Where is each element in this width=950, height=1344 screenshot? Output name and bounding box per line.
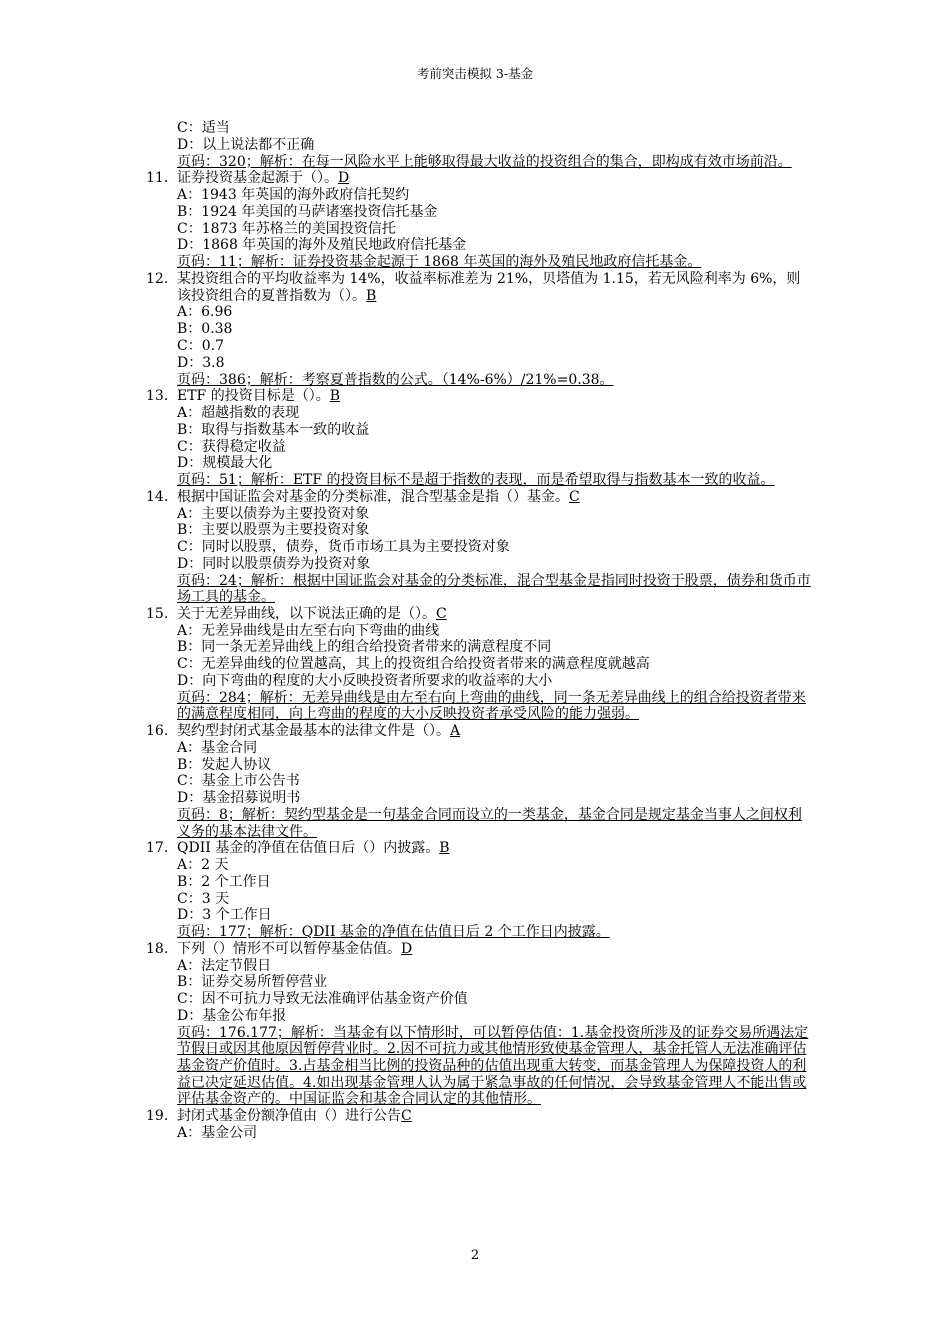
question-line <box>146 489 811 506</box>
question-text: 根据中国证监会对基金的分类标准，混合型基金是指（）基金。 <box>177 488 569 505</box>
option-line: D：基金公布年报 <box>177 1008 287 1024</box>
question-block <box>146 489 811 606</box>
option-line: D：3.8 <box>177 354 225 371</box>
answer-key: D <box>401 940 413 957</box>
answer-key: C <box>401 1107 412 1124</box>
option-line: C：无差异曲线的位置越高，其上的投资组合给投资者带来的满意程度就越高 <box>177 656 650 673</box>
answer-key: B <box>366 287 377 304</box>
option-line: C：0.7 <box>177 337 224 354</box>
option-line: D：以上说法都不正确 <box>177 136 315 153</box>
option-line: D：3 个工作日 <box>177 907 272 924</box>
question-line <box>146 941 811 958</box>
question-text: 关于无差异曲线，以下说法正确的是（）。 <box>177 605 436 622</box>
question-text: ETF 的投资目标是（）。 <box>177 388 330 405</box>
option-line: C：1873 年苏格兰的美国投资信托 <box>177 220 396 237</box>
option-line: B：证券交易所暂停营业 <box>177 974 328 991</box>
question-number: 18. <box>146 940 169 957</box>
question-text: 契约型封闭式基金最基本的法律文件是（）。 <box>177 723 450 740</box>
answer-key: D <box>338 170 350 187</box>
option-line: C：因不可抗力导致无法准确评估基金资产价值 <box>177 991 468 1008</box>
explanation: 页码：284；解析：无差异曲线是由左至右向上弯曲的曲线，同一条无差异曲线上的组合给投资者带来的满意程度相同，向上弯曲的程度的大小反映投资者承受风险的能力强弱。 <box>177 689 806 723</box>
question-text-wrap <box>177 840 450 857</box>
document-body <box>146 120 811 1141</box>
option-line: A：基金合同 <box>177 739 258 756</box>
option-line: D：向下弯曲的程度的大小反映投资者所要求的收益率的大小 <box>177 673 553 690</box>
option-line: B：0.38 <box>177 321 233 338</box>
question-line <box>146 723 811 740</box>
option-line: A：6.96 <box>177 304 233 321</box>
option-line: D：基金招募说明书 <box>177 790 301 807</box>
option-line: D：1868 年英国的海外及殖民地政府信托基金 <box>177 237 467 254</box>
question-block <box>146 941 811 1108</box>
option-line: D：规模最大化 <box>177 455 273 472</box>
explanation: 页码：11；解析：证券投资基金起源于 1868 年英国的海外及殖民地政府信托基金。 <box>177 254 702 271</box>
option-line: B：发起人协议 <box>177 756 272 773</box>
question-number: 11. <box>146 170 169 187</box>
question-number: 15. <box>146 605 169 622</box>
option-line: A：2 天 <box>177 857 229 874</box>
option-line: B：2 个工作日 <box>177 873 271 890</box>
question-number: 17. <box>146 840 169 857</box>
question-block <box>146 170 811 271</box>
question-block <box>146 1108 811 1142</box>
question-text: 下列（）情形不可以暂停基金估值。 <box>177 940 401 957</box>
option-line: C：基金上市公告书 <box>177 773 300 790</box>
option-line: A：无差异曲线是由左至右向下弯曲的曲线 <box>177 622 440 639</box>
explanation: 页码：51；解析：ETF 的投资目标不是超于指数的表现，而是希望取得与指数基本一致的收益。 <box>177 472 775 489</box>
page-header: 考前突击模拟 3-基金 <box>416 66 534 81</box>
question-line <box>146 840 811 857</box>
answer-key: A <box>450 723 461 740</box>
question-line <box>146 271 811 305</box>
option-line: A：法定节假日 <box>177 957 272 974</box>
page-number: 2 <box>470 1248 480 1263</box>
question-text: 某投资组合的平均收益率为 14%，收益率标准差为 21%，贝塔值为 1.15，若无风险利率为 6%，则该投资组合的夏普指数为（）。 <box>177 270 801 304</box>
question-line <box>146 388 811 405</box>
question-text: 封闭式基金份额净值由（）进行公告 <box>177 1107 401 1124</box>
question-number: 13. <box>146 388 169 405</box>
question-text-wrap <box>177 1108 412 1125</box>
explanation: 页码：8；解析：契约型基金是一句基金合同而设立的一类基金，基金合同是规定基金当事人之间权利义务的基本法律文件。 <box>177 807 802 840</box>
question-block <box>146 606 811 723</box>
explanation: 页码：177；解析：QDII 基金的净值在估值日后 2 个工作日内披露。 <box>177 924 610 941</box>
question-text-wrap <box>177 606 447 623</box>
question-text-wrap <box>177 941 412 958</box>
question-text: 证券投资基金起源于（）。 <box>177 170 338 187</box>
answer-key: C <box>436 605 447 622</box>
question-block <box>146 388 811 489</box>
option-line: B：主要以股票为主要投资对象 <box>177 522 370 539</box>
question-block <box>146 840 811 941</box>
option-line: B：同一条无差异曲线上的组合给投资者带来的满意程度不同 <box>177 639 552 656</box>
answer-key: C <box>569 488 580 505</box>
question-block <box>146 271 811 388</box>
answer-key: B <box>329 388 341 405</box>
question-block <box>146 723 811 840</box>
option-line: A：超越指数的表现 <box>177 404 300 421</box>
explanation: 页码：386；解析：考察夏普指数的公式。（14%-6%）/21%=0.38。 <box>177 371 614 388</box>
question-line <box>146 170 811 187</box>
question-text-wrap <box>177 723 460 740</box>
explanation: 页码：176.177；解析：当基金有以下情形时，可以暂停估值：1.基金投资所涉及的证券交易所遇法定节假日或因其他原因暂停营业时。2.因不可抗力或其他情形致使基金管理人，基金托管人无法准确评估基金资产价值时。3.占基金相当比例的投资品种的估值出现重大转变，而基金管理人为保障投资人的利益已决定延迟估值。4.如出现基金管理人认为属于紧急事故的任何情况，会导致基金管理人不能出售或评估基金资产的。中国证监会和基金合同认定的其他情形。 <box>177 1024 809 1108</box>
option-line: A：基金公司 <box>177 1124 258 1141</box>
option-line: C：3 天 <box>177 890 230 907</box>
question-number: 16. <box>146 723 169 740</box>
option-line: C：获得稳定收益 <box>177 438 286 455</box>
option-line: B：1924 年美国的马萨诸塞投资信托基金 <box>177 203 438 220</box>
explanation: 页码：320；解析：在每一风险水平上能够取得最大收益的投资组合的集合，即构成有效市场前沿。 <box>177 153 792 170</box>
question-line <box>146 1108 811 1125</box>
option-line: D：同时以股票债券为投资对象 <box>177 555 371 572</box>
question-text-wrap <box>177 388 340 405</box>
option-line: A：主要以债券为主要投资对象 <box>177 505 370 522</box>
question-list <box>146 170 811 1141</box>
option-line: C：同时以股票，债券，货币市场工具为主要投资对象 <box>177 539 510 556</box>
question-text-wrap <box>177 271 811 305</box>
option-line: C：适当 <box>177 120 230 136</box>
explanation: 页码：24；解析：根据中国证监会对基金的分类标准，混合型基金是指同时投资于股票，债券和货币市场工具的基金。 <box>177 572 811 606</box>
option-line: A：1943 年英国的海外政府信托契约 <box>177 186 410 203</box>
question-text-wrap <box>177 170 349 187</box>
question-number: 12. <box>146 270 169 287</box>
question-line <box>146 606 811 623</box>
question-text: QDII 基金的净值在估值日后（）内披露。 <box>177 840 440 857</box>
question-text-wrap <box>177 489 580 506</box>
question-number: 14. <box>146 488 169 505</box>
answer-key: B <box>439 840 450 857</box>
option-line: B：取得与指数基本一致的收益 <box>177 421 370 438</box>
question-number: 19. <box>146 1107 169 1124</box>
